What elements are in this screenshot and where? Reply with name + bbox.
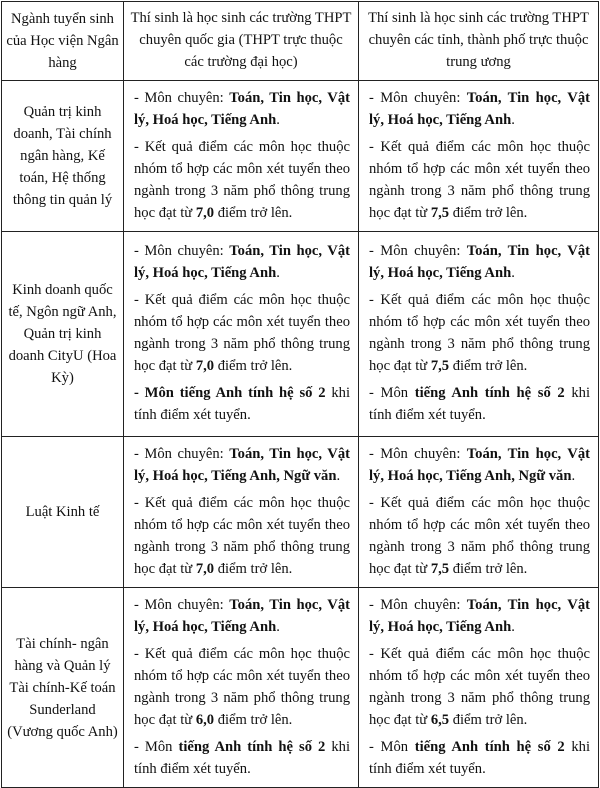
english-weight-line: - Môn tiếng Anh tính hệ số 2 khi tính điểm xét tuyển.	[134, 738, 351, 777]
specialized-subjects-line: - Môn chuyên: Toán, Tin học, Vật lý, Hoá học, Tiếng Anh.	[134, 596, 350, 635]
major-name-cell: Quản trị kinh doanh, Tài chính ngân hàng, Kế toán, Hệ thống thông tin quản lý	[2, 81, 124, 232]
score-requirement-line: - Kết quả điểm các môn học thuộc nhóm tổ hợp các môn xét tuyển theo ngành trong 3 năm phổ thông trung học đạt từ 7,5 điểm trở lên.	[369, 494, 590, 577]
specialized-subjects-line: - Môn chuyên: Toán, Tin học, Vật lý, Hoá học, Tiếng Anh.	[369, 89, 590, 128]
score-requirement-line: - Kết quả điểm các môn học thuộc nhóm tổ hợp các môn xét tuyển theo ngành trong 3 năm phổ thông trung học đạt từ 7,5 điểm trở lên.	[369, 292, 590, 374]
specialized-subjects-line: - Môn chuyên: Toán, Tin học, Vật lý, Hoá học, Tiếng Anh.	[369, 243, 590, 281]
major-name-cell: Luật Kinh tế	[2, 437, 124, 588]
major-name-cell: Kinh doanh quốc tế, Ngôn ngữ Anh, Quản trị kinh doanh CityU (Hoa Kỳ)	[2, 232, 124, 437]
provincial-requirements-cell	[359, 81, 599, 232]
header-provincial-schools-column: Thí sinh là học sinh các trường THPT chuyên các tỉnh, thành phố trực thuộc trung ương	[359, 2, 599, 81]
admission-requirements-table	[1, 1, 599, 788]
score-requirement-line: - Kết quả điểm các môn học thuộc nhóm tổ hợp các môn xét tuyển theo ngành trong 3 năm phổ thông trung học đạt từ 7,0 điểm trở lên.	[134, 292, 350, 374]
score-requirement-line: - Kết quả điểm các môn học thuộc nhóm tổ hợp các môn xét tuyển theo ngành trong 3 năm phổ thông trung học đạt từ 6,0 điểm trở lên.	[134, 645, 350, 728]
major-name-cell: Tài chính- ngân hàng và Quản lý Tài chính-Kế toán Sunderland (Vương quốc Anh)	[2, 588, 124, 788]
english-weight-line: - Môn tiếng Anh tính hệ số 2 khi tính điểm xét tuyển.	[369, 385, 591, 423]
specialized-subjects-line: - Môn chuyên: Toán, Tin học, Vật lý, Hoá học, Tiếng Anh.	[134, 243, 350, 281]
table-row	[2, 437, 599, 588]
specialized-subjects-line: - Môn chuyên: Toán, Tin học, Vật lý, Hoá học, Tiếng Anh.	[134, 89, 350, 128]
table-row	[2, 81, 599, 232]
specialized-subjects-line: - Môn chuyên: Toán, Tin học, Vật lý, Hoá học, Tiếng Anh, Ngữ văn.	[134, 445, 350, 484]
score-requirement-line: - Kết quả điểm các môn học thuộc nhóm tổ hợp các môn xét tuyển theo ngành trong 3 năm phổ thông trung học đạt từ 7,0 điểm trở lên.	[134, 494, 350, 577]
header-national-schools-column: Thí sinh là học sinh các trường THPT chuyên quốc gia (THPT trực thuộc các trường đại học)	[124, 2, 359, 81]
national-requirements-cell	[124, 81, 359, 232]
national-requirements-cell	[124, 437, 359, 588]
table-row	[2, 588, 599, 788]
score-requirement-line: - Kết quả điểm các môn học thuộc nhóm tổ hợp các môn xét tuyển theo ngành trong 3 năm phổ thông trung học đạt từ 6,5 điểm trở lên.	[369, 645, 590, 728]
english-weight-line: - Môn tiếng Anh tính hệ số 2 khi tính điểm xét tuyển.	[134, 385, 351, 423]
provincial-requirements-cell	[359, 588, 599, 788]
national-requirements-cell	[124, 232, 359, 437]
score-requirement-line: - Kết quả điểm các môn học thuộc nhóm tổ hợp các môn xét tuyển theo ngành trong 3 năm phổ thông trung học đạt từ 7,5 điểm trở lên.	[369, 138, 590, 221]
table-row	[2, 232, 599, 437]
provincial-requirements-cell	[359, 232, 599, 437]
header-major-column: Ngành tuyển sinh của Học viện Ngân hàng	[2, 2, 124, 81]
specialized-subjects-line: - Môn chuyên: Toán, Tin học, Vật lý, Hoá học, Tiếng Anh, Ngữ văn.	[369, 445, 590, 484]
english-weight-line: - Môn tiếng Anh tính hệ số 2 khi tính điểm xét tuyển.	[369, 738, 591, 777]
specialized-subjects-line: - Môn chuyên: Toán, Tin học, Vật lý, Hoá học, Tiếng Anh.	[369, 596, 590, 635]
provincial-requirements-cell	[359, 437, 599, 588]
score-requirement-line: - Kết quả điểm các môn học thuộc nhóm tổ hợp các môn xét tuyển theo ngành trong 3 năm phổ thông trung học đạt từ 7,0 điểm trở lên.	[134, 138, 350, 221]
table-header-row	[2, 2, 599, 81]
national-requirements-cell	[124, 588, 359, 788]
